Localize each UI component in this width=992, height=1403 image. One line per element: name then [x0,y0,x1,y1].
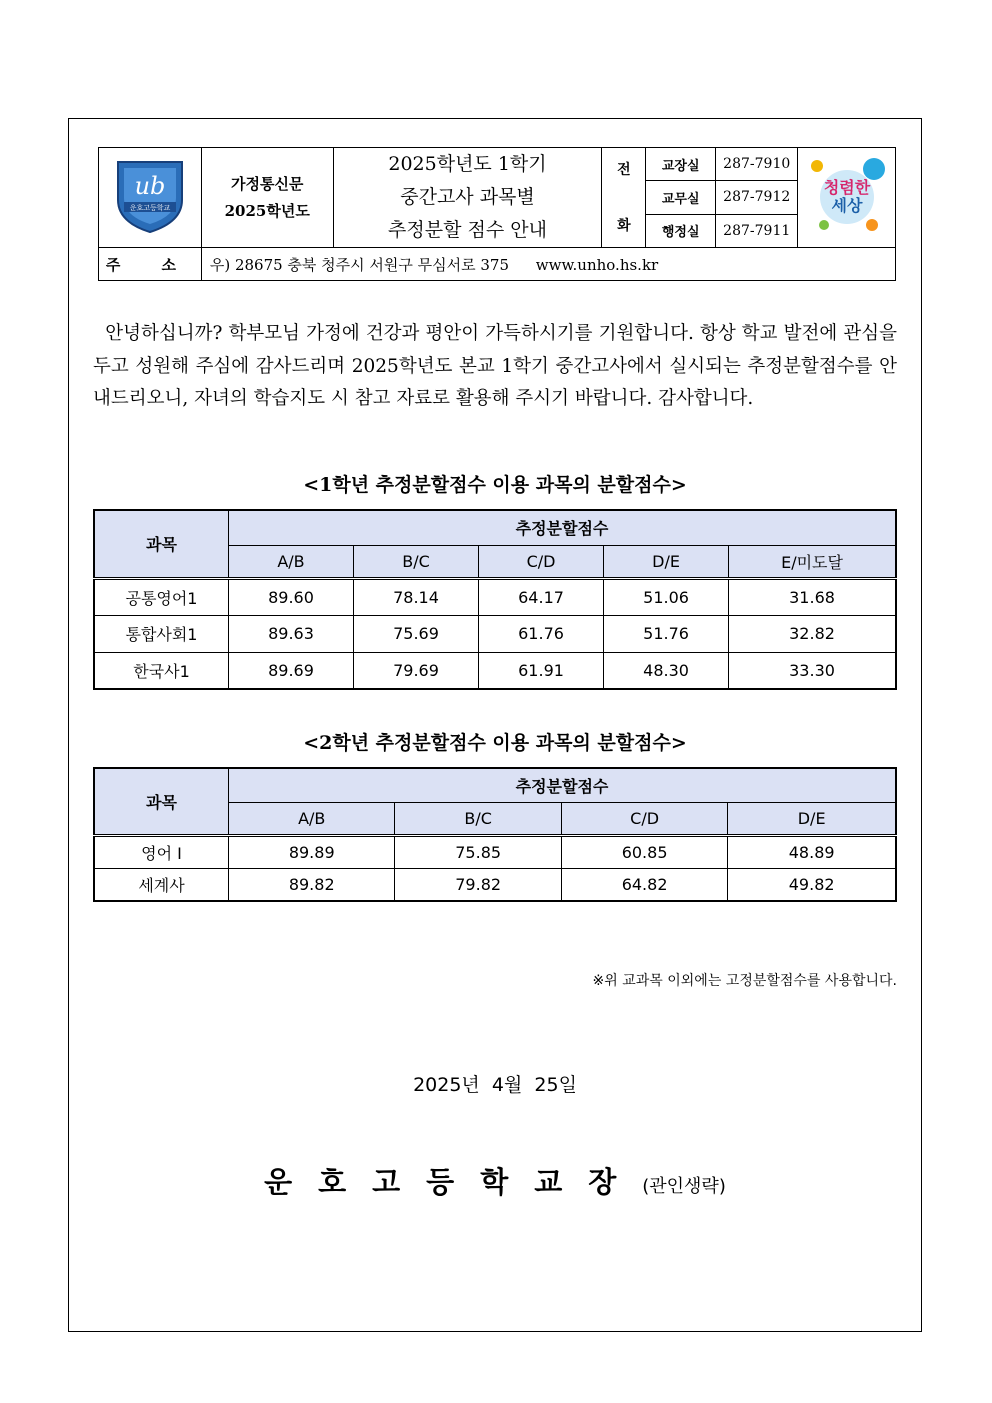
score-cell: 61.91 [479,652,604,689]
score-cell: 89.89 [229,835,395,868]
score-cell: 51.76 [604,615,729,652]
grade2-table [93,767,897,902]
grade1-col-header: B/C [354,545,479,578]
grade2-col-header: D/E [728,802,896,835]
table-row [94,652,896,689]
score-cell: 64.82 [561,868,727,901]
grade2-caption: <2학년 추정분할점수 이용 과목의 분할점수> [303,732,687,754]
logo-school-name: 운호고등학교 [129,203,171,212]
phone-room-2: 교무실 [646,181,716,214]
grade1-group-header: 추정분할점수 [229,510,897,545]
title-line-2: 중간고사 과목별 [400,186,535,208]
school-emblem-icon [110,156,190,236]
logo-text: ub [134,171,166,200]
brand-line-1: 청렴한 [823,177,870,197]
newsletter-year: 2025학년도 [224,201,310,220]
tel-label-1: 전 [617,161,631,178]
seal-omitted: (관인생략) [642,1176,726,1197]
address-label: 주 소 [99,248,202,281]
score-cell: 79.69 [354,652,479,689]
subject-cell: 통합사회1 [94,615,229,652]
score-cell: 48.89 [728,835,896,868]
score-cell: 89.69 [229,652,354,689]
integrity-brand-cell [798,148,896,248]
score-cell: 51.06 [604,578,729,615]
phone-room-1: 교장실 [646,148,716,181]
grade1-col-header: E/미도달 [729,545,896,578]
grade1-col-header: A/B [229,545,354,578]
subject-cell: 세계사 [94,868,229,901]
signature [93,1160,897,1201]
footnote: ※위 교과목 이외에는 고정분할점수를 사용합니다. [592,973,897,989]
table-row [94,868,896,901]
subject-cell: 영어 I [94,835,229,868]
title-line-3: 추정분할 점수 안내 [388,219,547,241]
grade2-group-header: 추정분할점수 [229,768,897,802]
grade1-subject-header: 과목 [94,510,229,578]
address-row [201,248,895,281]
score-cell: 89.82 [229,868,395,901]
score-cell: 31.68 [729,578,896,615]
school-logo-cell [99,148,202,248]
table-row [94,835,896,868]
grade1-col-header: D/E [604,545,729,578]
intro-paragraph [93,318,897,416]
grade2-col-header: C/D [561,802,727,835]
score-cell: 61.76 [479,615,604,652]
issue-date: 2025년 4월 25일 [413,1074,577,1096]
newsletter-label [201,148,333,248]
score-cell: 48.30 [604,652,729,689]
score-cell: 49.82 [728,868,896,901]
website-link[interactable]: www.unho.hs.kr [535,255,659,274]
phone-room-3: 행정실 [646,214,716,247]
address-text: 우) 28675 충북 청주시 서원구 무심서로 375 [209,255,510,274]
integrity-logo-icon [804,153,890,239]
grade1-table [93,509,897,690]
score-cell: 89.63 [229,615,354,652]
grade2-col-header: B/C [395,802,561,835]
intro-text: 안녕하십니까? 학부모님 가정에 건강과 평안이 가득하시기를 기원합니다. 항상 학교 발전에 관심을 두고 성원해 주심에 감사드리며 2025학년도 본교 1학기 중간고사에서 실시되는 추정분할점수를 안내드리오니, 자녀의 학습지도 시 참고 자료로 활용해 주시기 바랍니다. 감사합니다. [93,323,898,409]
subject-cell: 공통영어1 [94,578,229,615]
score-cell: 75.69 [354,615,479,652]
score-cell: 64.17 [479,578,604,615]
phone-number-1: 287-7910 [715,148,797,181]
telephone-label [602,148,646,248]
subject-cell: 한국사1 [94,652,229,689]
score-cell: 78.14 [354,578,479,615]
score-cell: 60.85 [561,835,727,868]
grade2-subject-header: 과목 [94,768,229,835]
grade1-caption: <1학년 추정분할점수 이용 과목의 분할점수> [303,474,687,496]
score-cell: 89.60 [229,578,354,615]
newsletter-type: 가정통신문 [230,174,304,193]
score-cell: 33.30 [729,652,896,689]
phone-number-2: 287-7912 [715,181,797,214]
grade2-col-header: A/B [229,802,395,835]
principal-title: 운호고등학교장 [264,1165,643,1199]
page-frame [68,118,922,1332]
score-cell: 32.82 [729,615,896,652]
score-cell: 75.85 [395,835,561,868]
title-line-1: 2025학년도 1학기 [388,153,547,175]
tel-label-2: 화 [617,217,631,234]
newsletter-title [333,148,602,248]
grade1-col-header: C/D [479,545,604,578]
score-cell: 79.82 [395,868,561,901]
brand-line-2: 세상 [831,195,863,215]
table-row [94,578,896,615]
phone-number-3: 287-7911 [715,214,797,247]
newsletter-header [98,147,896,281]
table-row [94,615,896,652]
